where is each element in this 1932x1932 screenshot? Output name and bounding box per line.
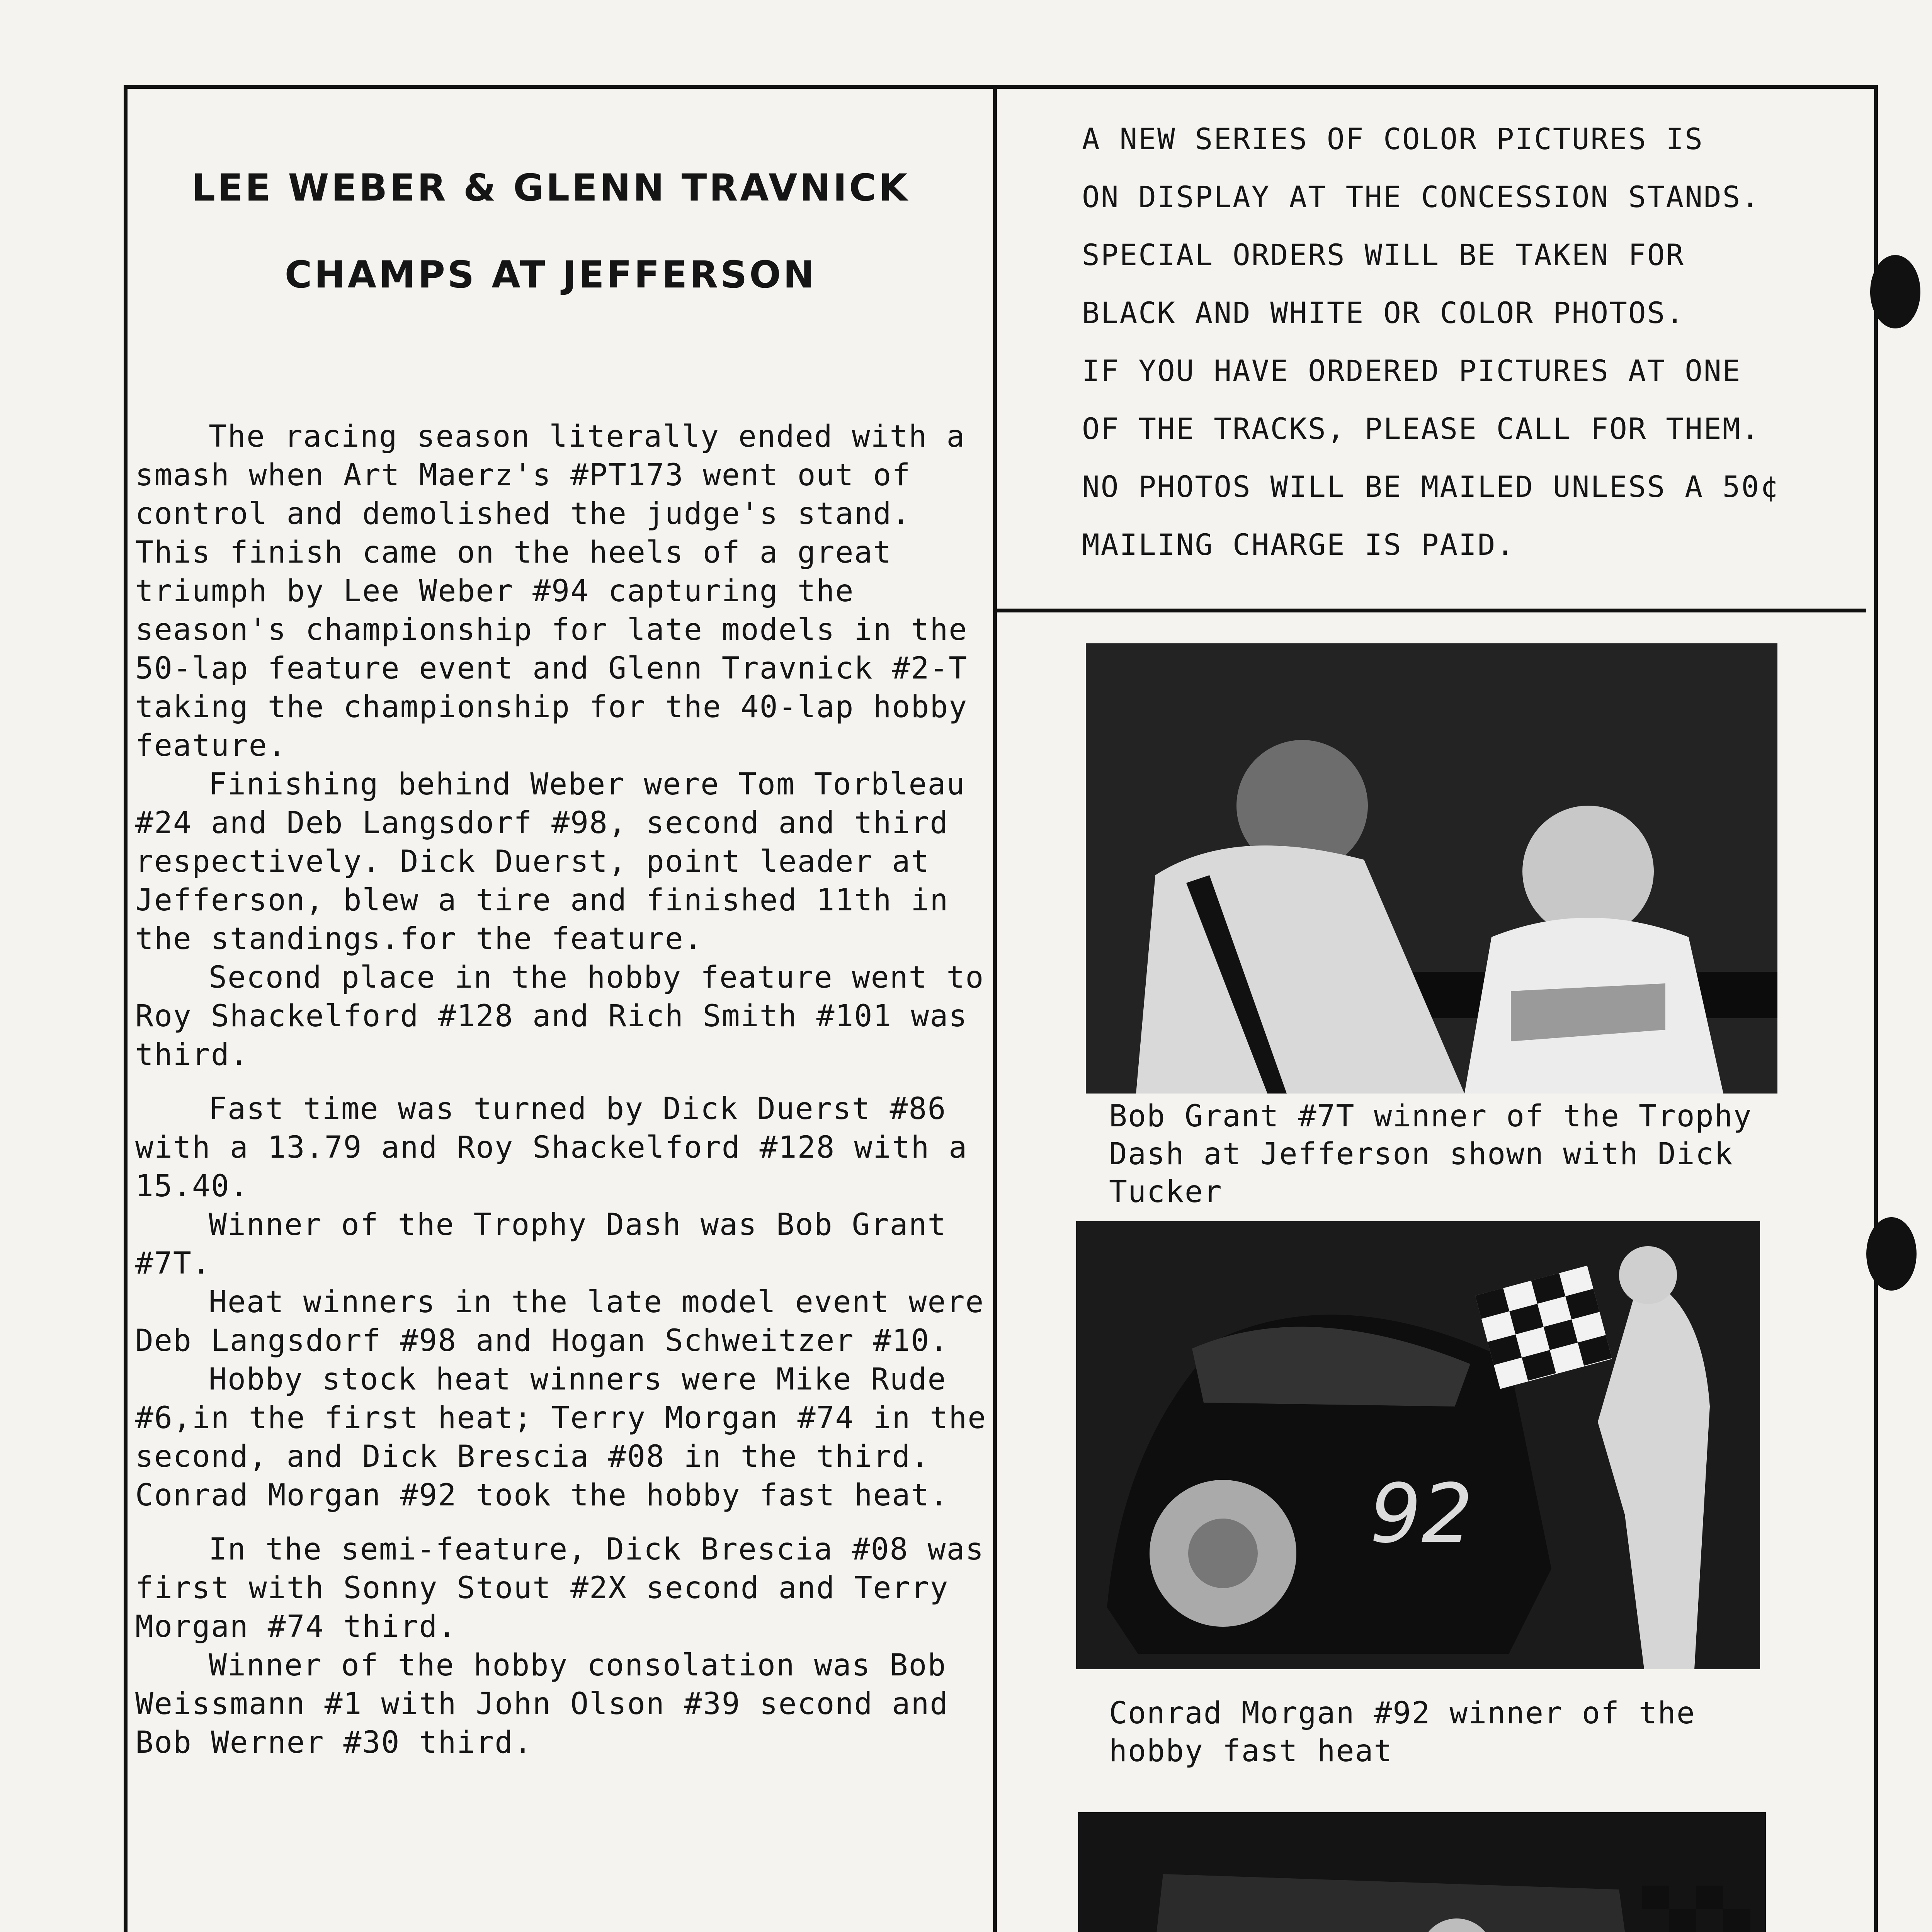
headline-line-1: LEE WEBER & GLENN TRAVNICK (191, 166, 910, 209)
article-paragraph: Hobby stock heat winners were Mike Rude #6,in the first heat; Terry Morgan #74 in the second, and Dick Brescia #08 in the third. Conrad Morgan #92 took the hobby fast heat. (135, 1362, 987, 1513)
article-paragraph: Second place in the hobby feature went to Roy Shackelford #128 and Rich Smith #101 was third. (135, 960, 985, 1072)
notice-line: MAILING CHARGE IS PAID. (1082, 527, 1515, 562)
notice-line: A NEW SERIES OF COLOR PICTURES IS (1082, 122, 1704, 156)
article-paragraph: The racing season literally ended with a smash when Art Maerz's #PT173 went out of control and demolished the judge's stand. This finish came on the heels of a great triumph by Lee Weber #94 capturing the season's championship for late models in the 50-lap feature event and Glenn Travnick #2-T taking the championship for the 40-lap hobby feature. (135, 419, 968, 763)
article-paragraph: Fast time was turned by Dick Duerst #86 with a 13.79 and Roy Shackelford #128 with a 15.40. (135, 1092, 968, 1204)
article-paragraph: Finishing behind Weber were Tom Torbleau #24 and Deb Langsdorf #98, second and third respectively. Dick Duerst, point leader at Jefferson, blew a tire and finished 11th in the standings.for the feature. (135, 767, 966, 956)
notice-line: OF THE TRACKS, PLEASE CALL FOR THEM. (1082, 412, 1760, 446)
notice-line: SPECIAL ORDERS WILL BE TAKEN FOR (1082, 238, 1685, 272)
notice-line: IF YOU HAVE ORDERED PICTURES AT ONE (1082, 354, 1742, 388)
article-body (135, 417, 997, 1762)
article-paragraph: In the semi-feature, Dick Brescia #08 was first with Sonny Stout #2X second and Terry Morgan #74 third. (135, 1532, 985, 1644)
notice-divider (993, 609, 1866, 612)
hobby-fast-heat-photo (1076, 1221, 1760, 1669)
article-paragraph: Winner of the Trophy Dash was Bob Grant #7T. (135, 1208, 947, 1281)
binder-hole (1866, 1217, 1917, 1291)
hobby-fast-heat-photo-image (1076, 1221, 1760, 1669)
trophy-dash-photo-image (1086, 643, 1777, 1094)
late-model-heat-photo-image (1078, 1812, 1766, 1932)
car-number-92: 92 (1370, 1466, 1473, 1561)
headline-line-2: CHAMPS AT JEFFERSON (284, 253, 817, 296)
hobby-fast-heat-caption: Conrad Morgan #92 winner of the hobby fast heat (1109, 1696, 1696, 1769)
article-paragraph: Heat winners in the late model event were Deb Langsdorf #98 and Hogan Schweitzer #10. (135, 1285, 985, 1358)
binder-hole (1870, 255, 1920, 328)
trophy-dash-caption: Bob Grant #7T winner of the Trophy Dash at Jefferson shown with Dick Tucker (1109, 1099, 1752, 1209)
notice-line: ON DISPLAY AT THE CONCESSION STANDS. (1082, 180, 1760, 214)
article-paragraph: Winner of the hobby consolation was Bob Weissmann #1 with John Olson #39 second and Bob Werner #30 third. (135, 1648, 949, 1760)
late-model-heat-photo (1078, 1812, 1766, 1932)
photo-notice (1082, 110, 1839, 574)
notice-line: NO PHOTOS WILL BE MAILED UNLESS A 50¢ (1082, 469, 1779, 504)
notice-line: BLACK AND WHITE OR COLOR PHOTOS. (1082, 296, 1685, 330)
trophy-dash-photo (1086, 643, 1777, 1094)
